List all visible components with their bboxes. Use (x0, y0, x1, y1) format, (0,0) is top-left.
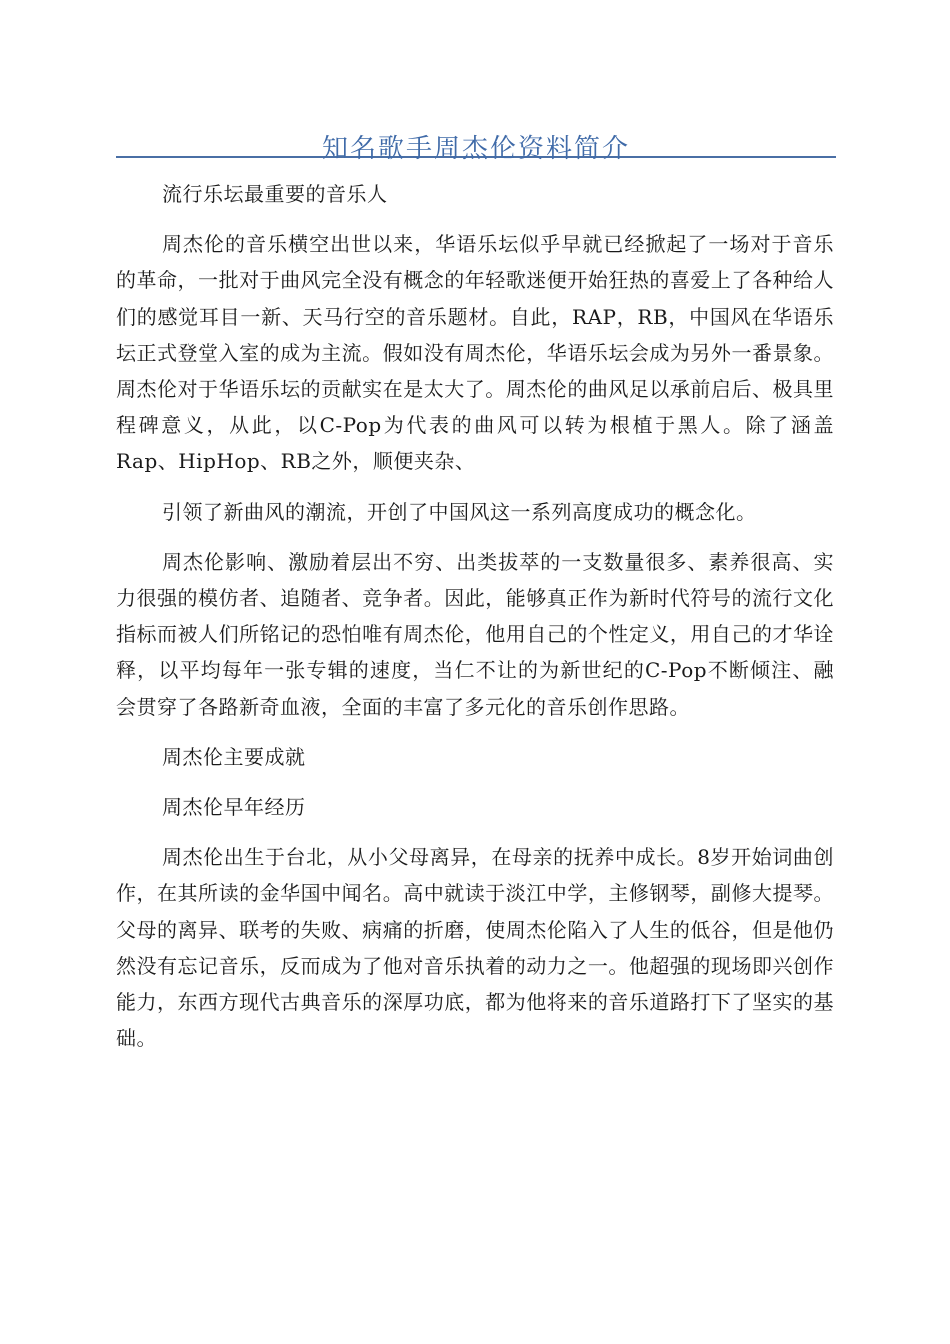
paragraph-heading-achievements: 周杰伦主要成就 (162, 744, 306, 769)
paragraph-gap (116, 775, 834, 789)
paragraph-gap (116, 212, 834, 226)
paragraph-heading-early-life: 周杰伦早年经历 (162, 795, 306, 820)
paragraph-early-life: 周杰伦出生于台北，从小父母离异，在母亲的抚养中成长。8岁开始词曲创作，在其所读的金华国中闻名。高中就读于淡江中学，主修钢琴，副修大提琴。父母的离异、联考的失败、病痛的折磨，使周杰伦陷入了人生的低谷，但是他仍然没有忘记音乐，反而成为了他对音乐执着的动力之一。他超强的现场即兴创作能力，东西方现代古典音乐的深厚功底，都为他将来的音乐道路打下了坚实的基础。 (116, 845, 834, 1051)
paragraph-new-trend: 引领了新曲风的潮流，开创了中国风这一系列高度成功的概念化。 (162, 499, 757, 524)
paragraph-gap (116, 480, 834, 494)
paragraph-heading-music-person: 流行乐坛最重要的音乐人 (162, 182, 388, 206)
paragraph-music-revolution: 周杰伦的音乐横空出世以来，华语乐坛似乎早就已经掀起了一场对于音乐的革命，一批对于曲风完全没有概念的年轻歌迷便开始狂热的喜爱上了各种给人们的感觉耳目一新、天马行空的音乐题材。自此，RAP，RB，中国风在华语乐坛正式登堂入室的成为主流。假如没有周杰伦，华语乐坛会成为另外一番景象。周杰伦对于华语乐坛的贡献实在是太大了。周杰伦的曲风足以承前启后、极具里程碑意义，从此，以C-Pop为代表的曲风可以转为根植于黑人。除了涵盖Rap、HipHop、RB之外，顺便夹杂、 (116, 232, 834, 474)
title-block (116, 112, 836, 165)
paragraph-influence: 周杰伦影响、激励着层出不穷、出类拔萃的一支数量很多、素养很高、实力很强的模仿者、追随者、竞争者。因此，能够真正作为新时代符号的流行文化指标而被人们所铭记的恐怕唯有周杰伦，他用自己的个性定义，用自己的才华诠释，以平均每年一张专辑的速度，当仁不让的为新世纪的C-Pop不断倾注、融会贯穿了各路新奇血液，全面的丰富了多元化的音乐创作思路。 (116, 549, 834, 719)
document-body (116, 176, 834, 1056)
paragraph-gap (116, 725, 834, 739)
paragraph-gap (116, 530, 834, 544)
paragraph-gap (116, 825, 834, 839)
document-title: 知名歌手周杰伦资料简介 (321, 134, 630, 165)
